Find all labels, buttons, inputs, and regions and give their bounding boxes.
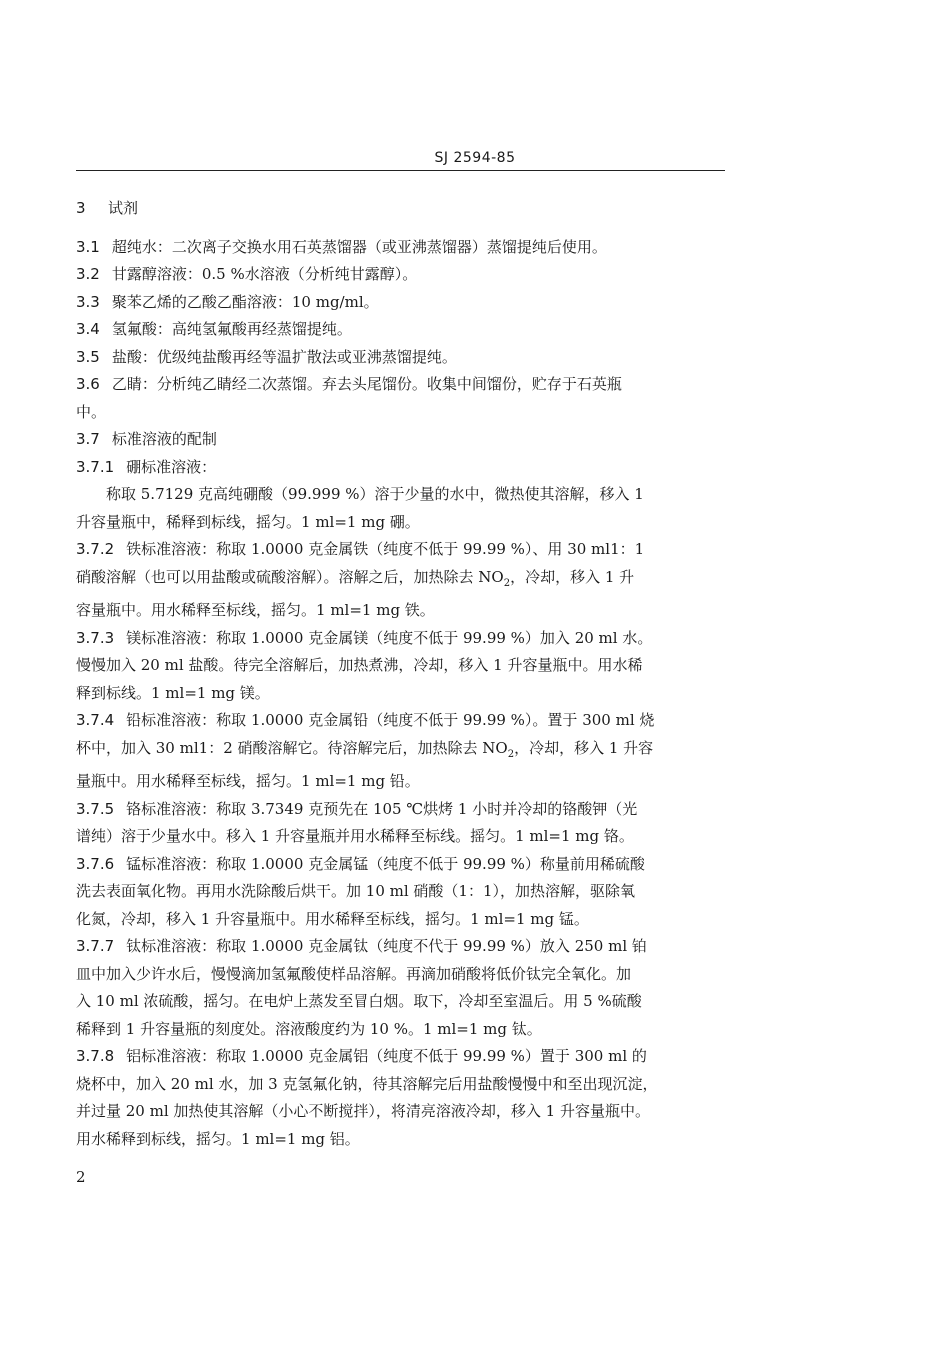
- item-3-1: 3.1 超纯水：二次离子交换水用石英蒸馏器（或亚沸蒸馏器）蒸馏提纯后使用。: [76, 237, 607, 256]
- section-heading: [76, 195, 725, 223]
- page-number: 2: [76, 1168, 86, 1186]
- item-3-7-5: 3.7.5 铬标准溶液：称取 3.7349 克预先在 105 ℃烘烤 1 小时并冷却的铬酸钾（光 谱纯）溶于少量水中。移入 1 升容量瓶并用水稀释至标线。摇匀。1 ml=1 mg 铬。: [76, 799, 638, 845]
- section-title: 试剂: [108, 199, 139, 217]
- item-3-6: 3.6 乙睛：分析纯乙睛经二次蒸馏。弃去头尾馏份。收集中间馏份，贮存于石英瓶 中。: [76, 375, 622, 421]
- item-3-7-2: 3.7.2 铁标准溶液：称取 1.0000 克金属铁（纯度不低于 99.99 %）、用 30 ml1：1 硝酸溶解（也可以用盐酸或硫酸溶解）。溶解之后，加热除去 $NO_2$，冷却，移入 1 升 容量瓶中。用水稀释至标线，摇匀。1 ml=1 mg 铁。: [76, 540, 645, 619]
- section-number: 3: [76, 199, 86, 217]
- item-3-7: 3.7 标准溶液的配制: [76, 430, 217, 448]
- item-3-3: 3.3 聚苯乙烯的乙酸乙酯溶液：10 mg/ml。: [76, 292, 379, 311]
- header-rule: [76, 170, 725, 171]
- item-3-7-8: 3.7.8 铝标准溶液：称取 1.0000 克金属铝（纯度不低于 99.99 %）置于 300 ml 的 烧杯中，加入 20 ml 水，加 3 克氢氟化钠，待其溶解完后用盐酸慢慢中和至出现沉淀， 并过量 20 ml 加热使其溶解（小心不断搅拌），将清亮溶液冷却，移入 1 升容量瓶中。 用水稀释到标线，摇匀。1 ml=1 mg 铝。: [76, 1047, 658, 1148]
- item-3-7-3: 3.7.3 镁标准溶液：称取 1.0000 克金属镁（纯度不低于 99.99 %）加入 20 ml 水。 慢慢加入 20 ml 盐酸。待完全溶解后，加热煮沸，冷却，移入 1 升容量瓶中。用水稀 释到标线。1 ml=1 mg 镁。: [76, 628, 653, 702]
- item-3-7-6: 3.7.6 锰标准溶液：称取 1.0000 克金属锰（纯度不低于 99.99 %）称量前用稀硫酸 洗去表面氧化物。再用水洗除酸后烘干。加 10 ml 硝酸（1：1），加热溶解，驱除氧 化氮，冷却，移入 1 升容量瓶中。用水稀释至标线，摇匀。1 ml=1 mg 锰。: [76, 854, 645, 928]
- item-3-7-1: 3.7.1 硼标准溶液： 称取 5.7129 克高纯硼酸（99.999 %）溶于少量的水中，微热使其溶解，移入 1 升容量瓶中，稀释到标线，摇匀。1 ml=1 mg 硼。: [76, 457, 644, 531]
- item-3-2: 3.2 甘露醇溶液：0.5 %水溶液（分析纯甘露醇）。: [76, 265, 418, 283]
- item-3-7-7: 3.7.7 钛标准溶液：称取 1.0000 克金属钛（纯度不代于 99.99 %）放入 250 ml 铂 皿中加入少许水后，慢慢滴加氢氟酸使样品溶解。再滴加硝酸将低价钛完全氧化。加 入 10 ml 浓硫酸，摇匀。在电炉上蒸发至冒白烟。取下，冷却至室温后。用 5 %硫酸 稀释到 1 升容量瓶的刻度处。溶液酸度约为 10 %。1 ml=1 mg 钛。: [76, 937, 647, 1038]
- item-3-5: 3.5 盐酸：优级纯盐酸再经等温扩散法或亚沸蒸馏提纯。: [76, 347, 457, 366]
- document-code-header: SJ 2594-85: [434, 150, 516, 166]
- item-3-7-4: 3.7.4 铅标准溶液：称取 1.0000 克金属铅（纯度不低于 99.99 %）。置于 300 ml 烧 杯中，加入 30 ml1：2 硝酸溶解它。待溶解完后，加热除去 $NO_2$，冷却，移入 1 升容 量瓶中。用水稀释至标线，摇匀。1 ml=1 mg 铅。: [76, 711, 655, 790]
- page-body: [76, 195, 725, 1153]
- item-3-4: 3.4 氢氟酸：高纯氢氟酸再经蒸馏提纯。: [76, 320, 352, 338]
